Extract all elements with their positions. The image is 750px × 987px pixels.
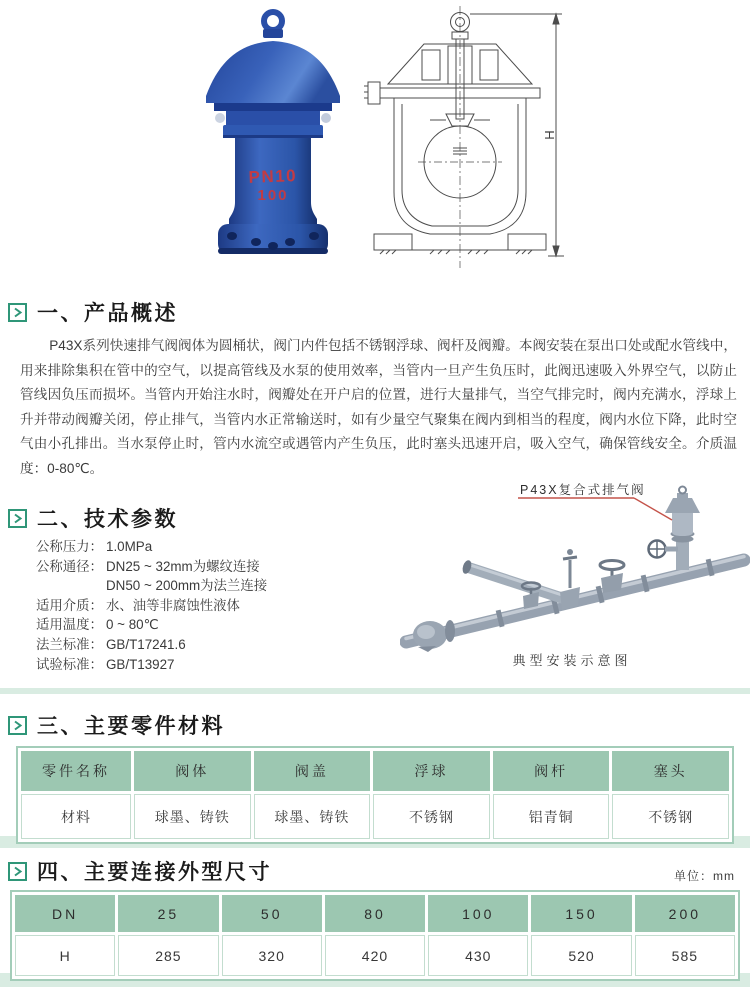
spec-row: 公称压力： 1.0MPa bbox=[36, 539, 153, 554]
table-cell: 铝青铜 bbox=[493, 794, 610, 839]
spec-row: 试验标准： GB/T13927 bbox=[36, 656, 175, 672]
section-title: 三、主要零件材料 bbox=[37, 715, 225, 738]
diagram-callout-label: P43X复合式排气阀 bbox=[520, 483, 646, 497]
dimension-label: H bbox=[542, 130, 557, 140]
product-photo bbox=[192, 6, 354, 258]
spec-list bbox=[36, 537, 267, 674]
top-flange bbox=[215, 111, 331, 138]
column-header: 阀盖 bbox=[254, 751, 371, 791]
p43x-valve bbox=[649, 487, 701, 571]
section-marker-icon bbox=[8, 862, 27, 881]
table-cell: 520 bbox=[531, 935, 631, 976]
installation-diagram bbox=[400, 482, 750, 674]
section-materials-heading bbox=[8, 710, 225, 740]
spec-row: DN50 ~ 200mm为法兰连接 bbox=[106, 578, 268, 594]
column-header: 150 bbox=[531, 895, 631, 932]
callout-line bbox=[518, 498, 672, 520]
column-header: 阀杆 bbox=[493, 751, 610, 791]
unit-note: 单位：mm bbox=[674, 869, 735, 883]
column-header: 100 bbox=[428, 895, 528, 932]
table-cell: 320 bbox=[222, 935, 322, 976]
materials-header-row bbox=[21, 751, 729, 791]
section-marker-icon bbox=[8, 303, 27, 322]
column-header: 200 bbox=[635, 895, 735, 932]
column-header: 80 bbox=[325, 895, 425, 932]
section-divider bbox=[0, 688, 750, 694]
column-header: 塞头 bbox=[612, 751, 729, 791]
sectional-drawing bbox=[360, 2, 575, 274]
column-header: DN bbox=[15, 895, 115, 932]
dimensions-table bbox=[10, 890, 740, 981]
lifting-ring-icon bbox=[263, 12, 283, 38]
body-marking-dn: 100 bbox=[257, 187, 289, 204]
section-dimensions-heading bbox=[8, 856, 272, 886]
table-cell: 球墨、铸铁 bbox=[134, 794, 251, 839]
table-cell: 420 bbox=[325, 935, 425, 976]
handwheel-valve bbox=[600, 561, 624, 594]
table-cell: H bbox=[15, 935, 115, 976]
column-header: 浮球 bbox=[373, 751, 490, 791]
section-title: 二、技术参数 bbox=[37, 508, 178, 531]
table-cell: 材料 bbox=[21, 794, 131, 839]
spec-row: 法兰标准： GB/T17241.6 bbox=[36, 636, 186, 652]
spec-row: 公称通径： DN25 ~ 32mm为螺纹连接 bbox=[36, 558, 260, 574]
pump-elbow bbox=[413, 620, 455, 652]
column-header: 阀体 bbox=[134, 751, 251, 791]
column-header: 25 bbox=[118, 895, 218, 932]
column-header: 50 bbox=[222, 895, 322, 932]
spec-row: 适用介质： 水、油等非腐蚀性液体 bbox=[36, 597, 240, 613]
overview-paragraph: P43X系列快速排气阀阀体为圆桶状，阀门内件包括不锈钢浮球、阀杆及阀瓣。本阀安装在泵出口处或配水管线中，用来排除集积在管中的空气，以提高管线及水泵的使用效率，当管内一旦产生负压时，此阀迅速吸入外界空气，以防止管线因负压而损坏。当管内开始注水时，阀瓣处在开户启的位置，进行大量排气，当空气排完时，阀内充满水，浮球上升并带动阀瓣关闭，停止排气，当管内水正常输送时，如有少量空气聚集在阀内到相当的程度，阀内水位下降，此时空气由小孔排出。当水泵停止时，管内水流空或遇管内产生负压，此时塞头迅速开启，吸入空气，确保管线安全。介质温度：0-80℃。 bbox=[20, 338, 737, 476]
column-header: 零件名称 bbox=[21, 751, 131, 791]
dimensions-header-row bbox=[15, 895, 735, 932]
materials-data-row bbox=[21, 794, 729, 839]
materials-table bbox=[16, 746, 734, 844]
spec-row: 适用温度： 0 ~ 80℃ bbox=[36, 617, 159, 633]
table-cell: 285 bbox=[118, 935, 218, 976]
section-overview-heading bbox=[8, 297, 178, 327]
table-cell: 不锈钢 bbox=[373, 794, 490, 839]
section-title: 四、主要连接外型尺寸 bbox=[37, 861, 272, 884]
valve-cap bbox=[206, 41, 340, 103]
section-marker-icon bbox=[8, 716, 27, 735]
body-marking-pn: PN10 bbox=[248, 166, 298, 187]
diagram-caption: 典型安装示意图 bbox=[512, 653, 632, 668]
table-cell: 585 bbox=[635, 935, 735, 976]
section-title: 一、产品概述 bbox=[37, 302, 178, 325]
section-marker-icon bbox=[8, 509, 27, 528]
section-params-heading bbox=[8, 503, 178, 533]
table-cell: 不锈钢 bbox=[612, 794, 729, 839]
gate-valve bbox=[560, 549, 580, 610]
dimensions-data-row bbox=[15, 935, 735, 976]
bottom-flange bbox=[218, 224, 328, 254]
table-cell: 430 bbox=[428, 935, 528, 976]
table-cell: 球墨、铸铁 bbox=[254, 794, 371, 839]
